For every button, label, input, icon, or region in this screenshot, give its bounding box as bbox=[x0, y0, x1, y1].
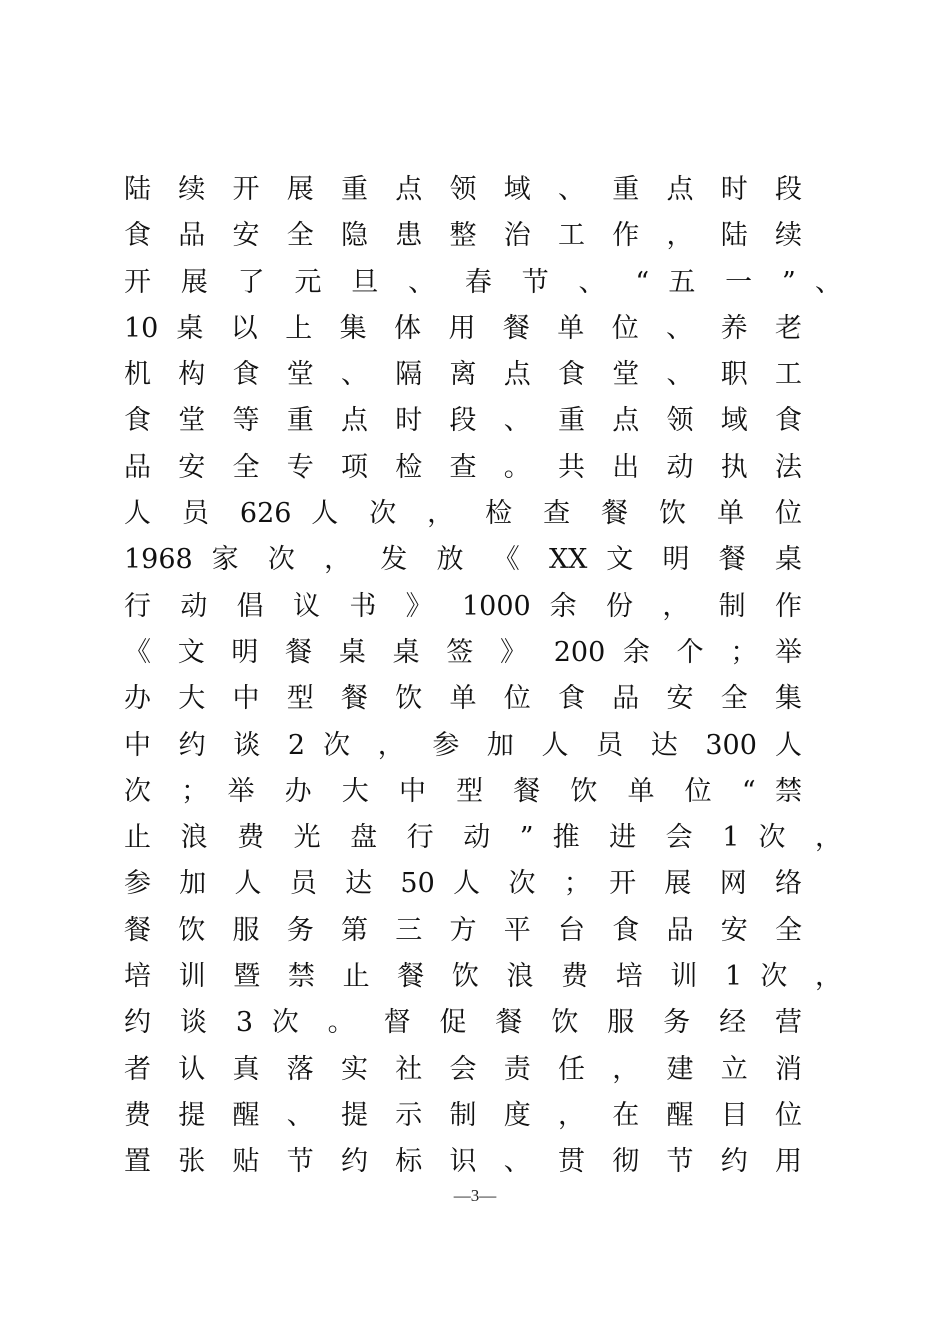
page-number: —3— bbox=[453, 1186, 497, 1205]
text-line: 费 提 醒 、 提 示 制 度 ， 在 醒 目 位 bbox=[124, 1099, 802, 1131]
text-line: 品 安 全 专 项 检 查 。 共 出 动 执 法 bbox=[124, 451, 802, 483]
text-line: 者 认 真 落 实 社 会 责 任 ， 建 立 消 bbox=[124, 1053, 802, 1085]
text-line: 办 大 中 型 餐 饮 单 位 食 品 安 全 集 bbox=[124, 683, 802, 715]
text-line: 餐 饮 服 务 第 三 方 平 台 食 品 安 全 bbox=[124, 914, 802, 946]
text-line: 中 约 谈 2 次 ， 参 加 人 员 达 300 人 bbox=[124, 729, 802, 761]
text-line: 置 张 贴 节 约 标 识 、 贯 彻 节 约 用 bbox=[124, 1146, 802, 1178]
text-line: 止 浪 费 光 盘 行 动 ” 推 进 会 1 次 ， bbox=[124, 822, 842, 854]
body-paragraph bbox=[124, 167, 844, 1186]
text-line: 次 ； 举 办 大 中 型 餐 饮 单 位 “ 禁 bbox=[124, 775, 802, 807]
text-line: 行 动 倡 议 书 》 1000 余 份 ， 制 作 bbox=[124, 590, 802, 622]
text-line: 食 堂 等 重 点 时 段 、 重 点 领 域 食 bbox=[124, 405, 802, 437]
text-line: 食 品 安 全 隐 患 整 治 工 作 ， 陆 续 bbox=[124, 220, 802, 252]
text-line: 机 构 食 堂 、 隔 离 点 食 堂 、 职 工 bbox=[124, 359, 802, 391]
text-line: 参 加 人 员 达 50 人 次 ； 开 展 网 络 bbox=[124, 868, 802, 900]
text-line: 培 训 暨 禁 止 餐 饮 浪 费 培 训 1 次 ， bbox=[124, 961, 842, 993]
text-line: 10 桌 以 上 集 体 用 餐 单 位 、 养 老 bbox=[124, 312, 802, 344]
text-line: 1968 家 次 ， 发 放 《 XX 文 明 餐 桌 bbox=[124, 544, 802, 576]
text-line: 陆 续 开 展 重 点 领 域 、 重 点 时 段 bbox=[124, 174, 802, 205]
text-line: 约 谈 3 次 。 督 促 餐 饮 服 务 经 营 bbox=[124, 1007, 802, 1039]
text-line: 人 员 626 人 次 ， 检 查 餐 饮 单 位 bbox=[124, 498, 802, 530]
text-line: 《 文 明 餐 桌 桌 签 》 200 余 个 ； 举 bbox=[124, 636, 802, 668]
text-line: 开 展 了 元 旦 、 春 节 、 “ 五 一 ” 、 bbox=[124, 266, 842, 298]
